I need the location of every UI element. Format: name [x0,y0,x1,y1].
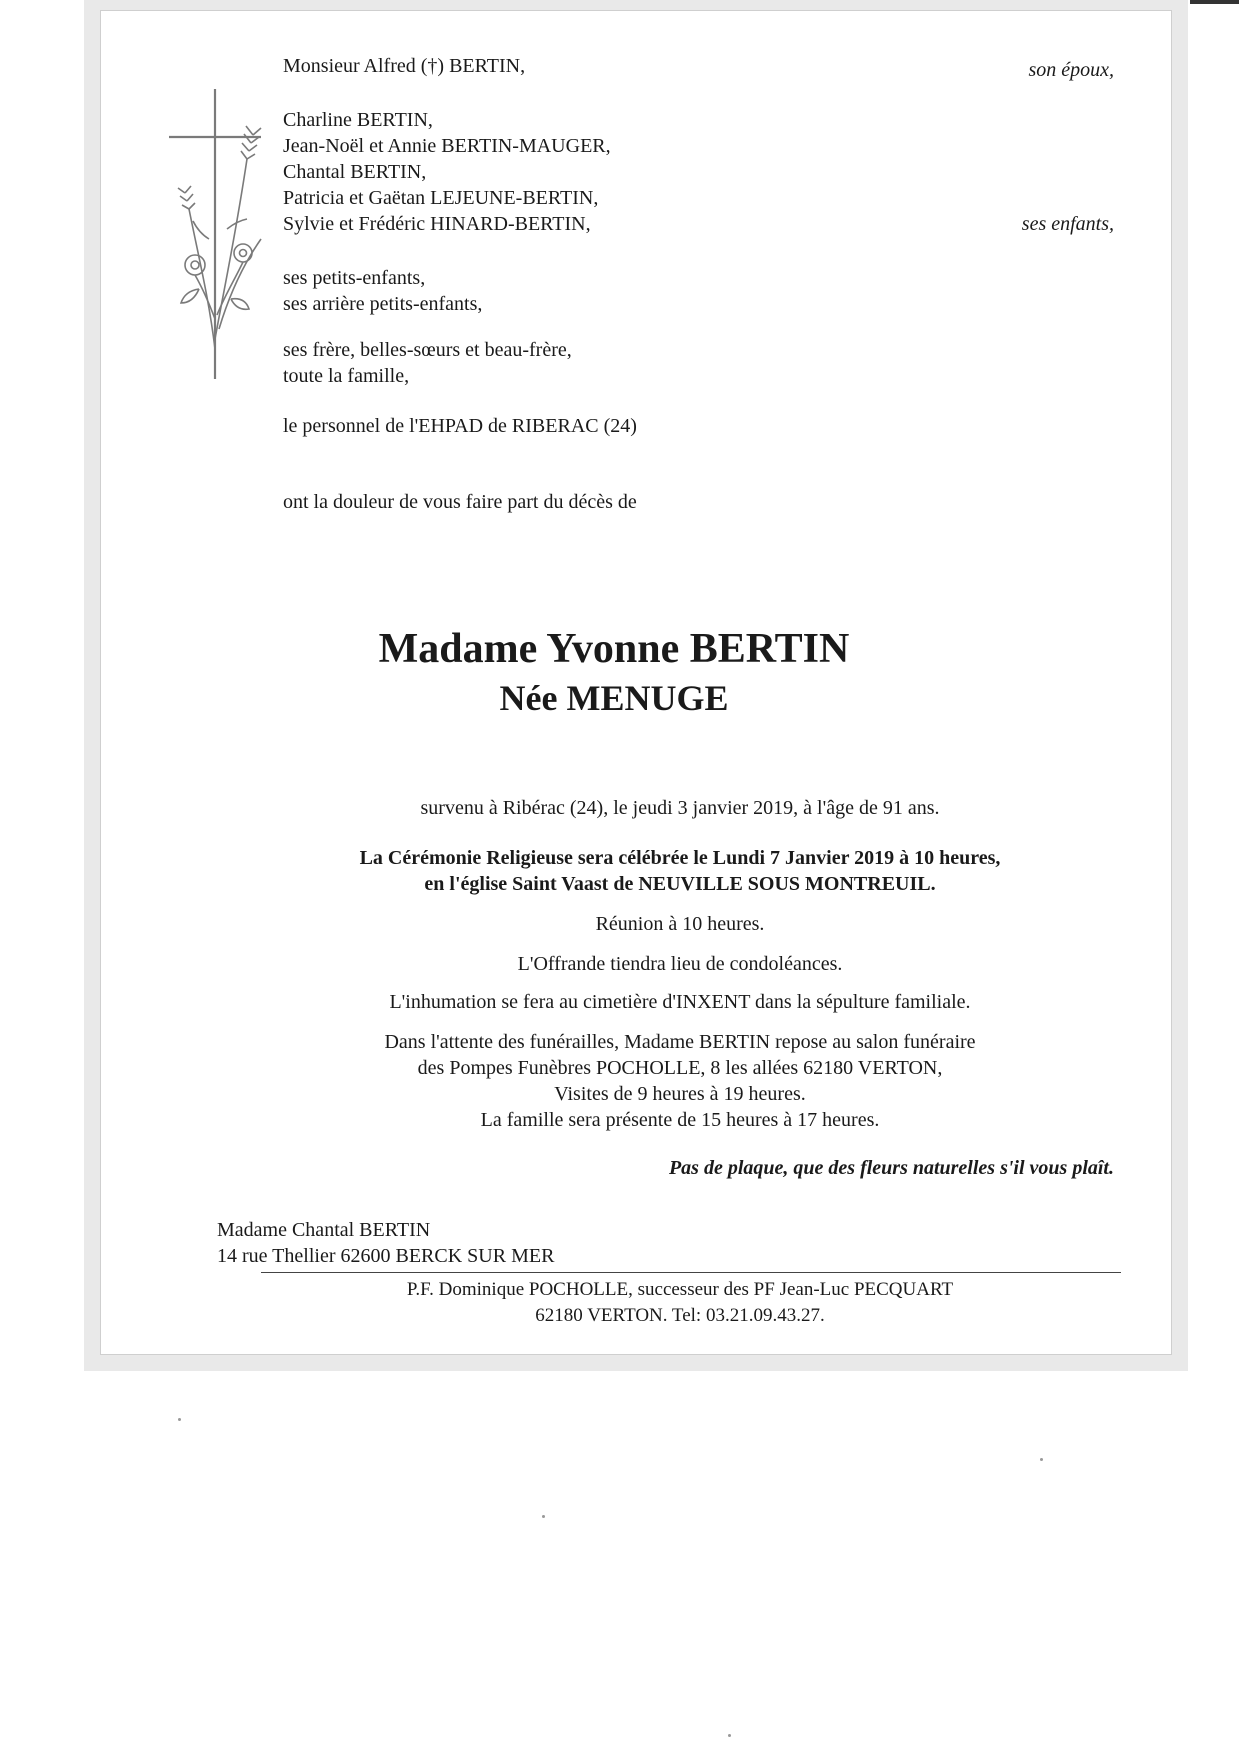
meeting-time: Réunion à 10 heures. [595,913,765,935]
contact-address: 14 rue Thellier 62600 BERCK SUR MER [217,1245,555,1267]
burial-note: L'inhumation se fera au cimetière d'INXENT dans la sépulture familiale. [389,991,971,1013]
footer-divider [261,1272,1121,1273]
funeral-director-line-2: 62180 VERTON. Tel: 03.21.09.43.27. [535,1305,825,1326]
deceased-name: Madame Yvonne BERTIN [378,626,850,672]
rest-line-1: Dans l'attente des funérailles, Madame BERTIN repose au salon funéraire [384,1031,976,1053]
ceremony-line-2: en l'église Saint Vaast de NEUVILLE SOUS MONTREUIL. [424,873,936,895]
funeral-director-line-1: P.F. Dominique POCHOLLE, successeur des PF Jean-Luc PECQUART [406,1279,954,1300]
child-name: Jean-Noël et Annie BERTIN-MAUGER, [283,135,611,157]
child-name: Patricia et Gaëtan LEJEUNE-BERTIN, [283,187,599,209]
grandchildren-line: ses petits-enfants, [283,267,426,289]
offering-note: L'Offrande tiendra lieu de condoléances. [517,953,843,975]
rest-line-2: des Pompes Funèbres POCHOLLE, 8 les allées 62180 VERTON, [417,1057,943,1079]
scan-speck [728,1734,731,1737]
ceremony-line-1: La Cérémonie Religieuse sera célébrée le Lundi 7 Janvier 2019 à 10 heures, [359,847,1001,869]
scan-speck [1040,1458,1043,1461]
family-presence-hours: La famille sera présente de 15 heures à 17 heures. [480,1109,880,1131]
family-line: toute la famille, [283,365,410,387]
announcement-text: ont la douleur de vous faire part du décès de [283,491,637,513]
staff-line: le personnel de l'EHPAD de RIBERAC (24) [283,415,637,437]
child-name: Charline BERTIN, [283,109,433,131]
death-details: survenu à Ribérac (24), le jeudi 3 janvier 2019, à l'âge de 91 ans. [420,797,940,819]
child-name: Chantal BERTIN, [283,161,427,183]
siblings-line: ses frère, belles-sœurs et beau-frère, [283,339,572,361]
children-role: ses enfants, [1021,213,1114,235]
contact-name: Madame Chantal BERTIN [217,1219,431,1241]
flowers-request: Pas de plaque, que des fleurs naturelles s'il vous plaît. [668,1157,1114,1179]
child-name: Sylvie et Frédéric HINARD-BERTIN, [283,213,591,235]
visiting-hours: Visites de 9 heures à 19 heures. [554,1083,806,1105]
scan-speck [542,1515,545,1518]
husband-role: son époux, [1028,59,1114,81]
obituary-notice [100,10,1172,1355]
scan-edge-mark [1190,0,1239,4]
husband-name: Monsieur Alfred (†) BERTIN, [283,55,526,77]
deceased-maiden-name: Née MENUGE [499,678,729,718]
cross-with-wheat-and-flowers-icon [169,89,289,379]
scan-speck [178,1418,181,1421]
great-grandchildren-line: ses arrière petits-enfants, [283,293,483,315]
